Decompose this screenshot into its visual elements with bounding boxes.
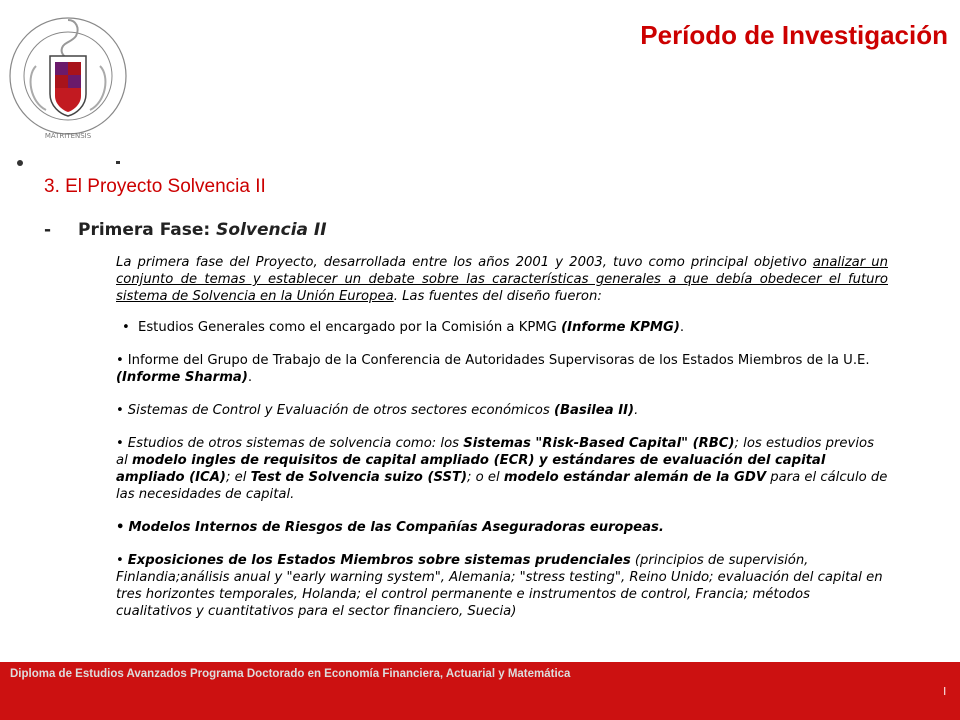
intro-text-2: . Las fuentes del diseño fueron: [393,289,602,304]
list-item [116,352,888,386]
subheading-dash: - [44,220,52,240]
bullet-icon: • [116,436,124,451]
svg-text:MATRITENSIS: MATRITENSIS [44,132,92,140]
list-item [116,402,888,419]
b3-bold: (Basilea II) [553,403,635,418]
intro-underlined: analizar un conjunto de temas y establecer un debate sobre las características generales a que debía obedecer el futuro sistema de Solvencia en la Unión Europea [116,255,888,304]
bullet-icon: • [122,320,130,335]
page-number: l [943,686,946,698]
divider-fragment [16,158,124,168]
b4-g: ; o el [467,470,504,485]
b4-i: para el cálculo de las necesidades de capital. [116,470,888,502]
subheading [44,220,327,240]
bullet-icon: • [116,520,125,535]
university-seal-logo [6,6,130,146]
b4-e: ; el [225,470,251,485]
b3-end: . [634,403,639,418]
b4-c: ; los estudios previos al [116,436,874,468]
list-item [116,319,888,336]
list-item [116,519,888,536]
b4-d: modelo ingles de requisitos de capital ampliado (ECR) y estándares de evaluación del capital ampliado (ICA) [116,453,826,485]
bullet-icon: • [116,403,124,418]
slide-title: Período de Investigación [640,20,948,50]
intro-text-1: La primera fase del Proyecto, desarrollada entre los años 2001 y 2003, tuvo como principal objetivo [116,255,813,270]
b4-f: Test de Solvencia suizo (SST) [250,470,468,485]
subheading-emphasis: Solvencia II [216,220,327,240]
b2-text: Informe del Grupo de Trabajo de la Conferencia de Autoridades Supervisoras de los Estados Miembros de la U.E. [127,353,870,368]
b1-end: . [679,320,685,335]
b6-text: (principios de supervisión, Finlandia;análisis anual y "early warning system", Alemania; "stress testing", Reino Unido; evaluación del capital en tres horizontes temporales, Holanda; el control permanente e instrumentos de control, Francia; métodos cualitativos y cuantitativos para el sector financiero, Suecia) [116,553,883,619]
section-title: 3. El Proyecto Solvencia II [44,176,266,197]
slide-body [116,254,888,636]
intro-paragraph [116,254,888,305]
b4-a: Estudios de otros sistemas de solvencia como: los [127,436,464,451]
b5-bold: Modelos Internos de Riesgos de las Compañías Aseguradoras europeas. [128,520,664,535]
b2-bold: (Informe Sharma) [116,370,248,385]
b4-h: modelo estándar alemán de la GDV [503,470,767,485]
b2-end: . [247,370,253,385]
bullet-icon: • [116,353,124,368]
list-item [116,435,888,503]
b6-bold: Exposiciones de los Estados Miembros sobre sistemas prudenciales [127,553,631,568]
bullet-icon: • [116,553,124,568]
sources-list [116,319,888,620]
list-item [116,552,888,620]
b1-text: Estudios Generales como el encargado por la Comisión a KPMG [137,320,562,335]
b1-bold: (Informe KPMG) [561,320,680,335]
footer-text: Diploma de Estudios Avanzados Programa Doctorado en Economía Financiera, Actuarial y Matemática [10,668,571,680]
b3-text: Sistemas de Control y Evaluación de otros sectores económicos [127,403,554,418]
subheading-label: Primera Fase: [78,220,217,240]
b4-b: Sistemas "Risk-Based Capital" (RBC) [463,436,735,451]
footer-bar [0,662,960,720]
